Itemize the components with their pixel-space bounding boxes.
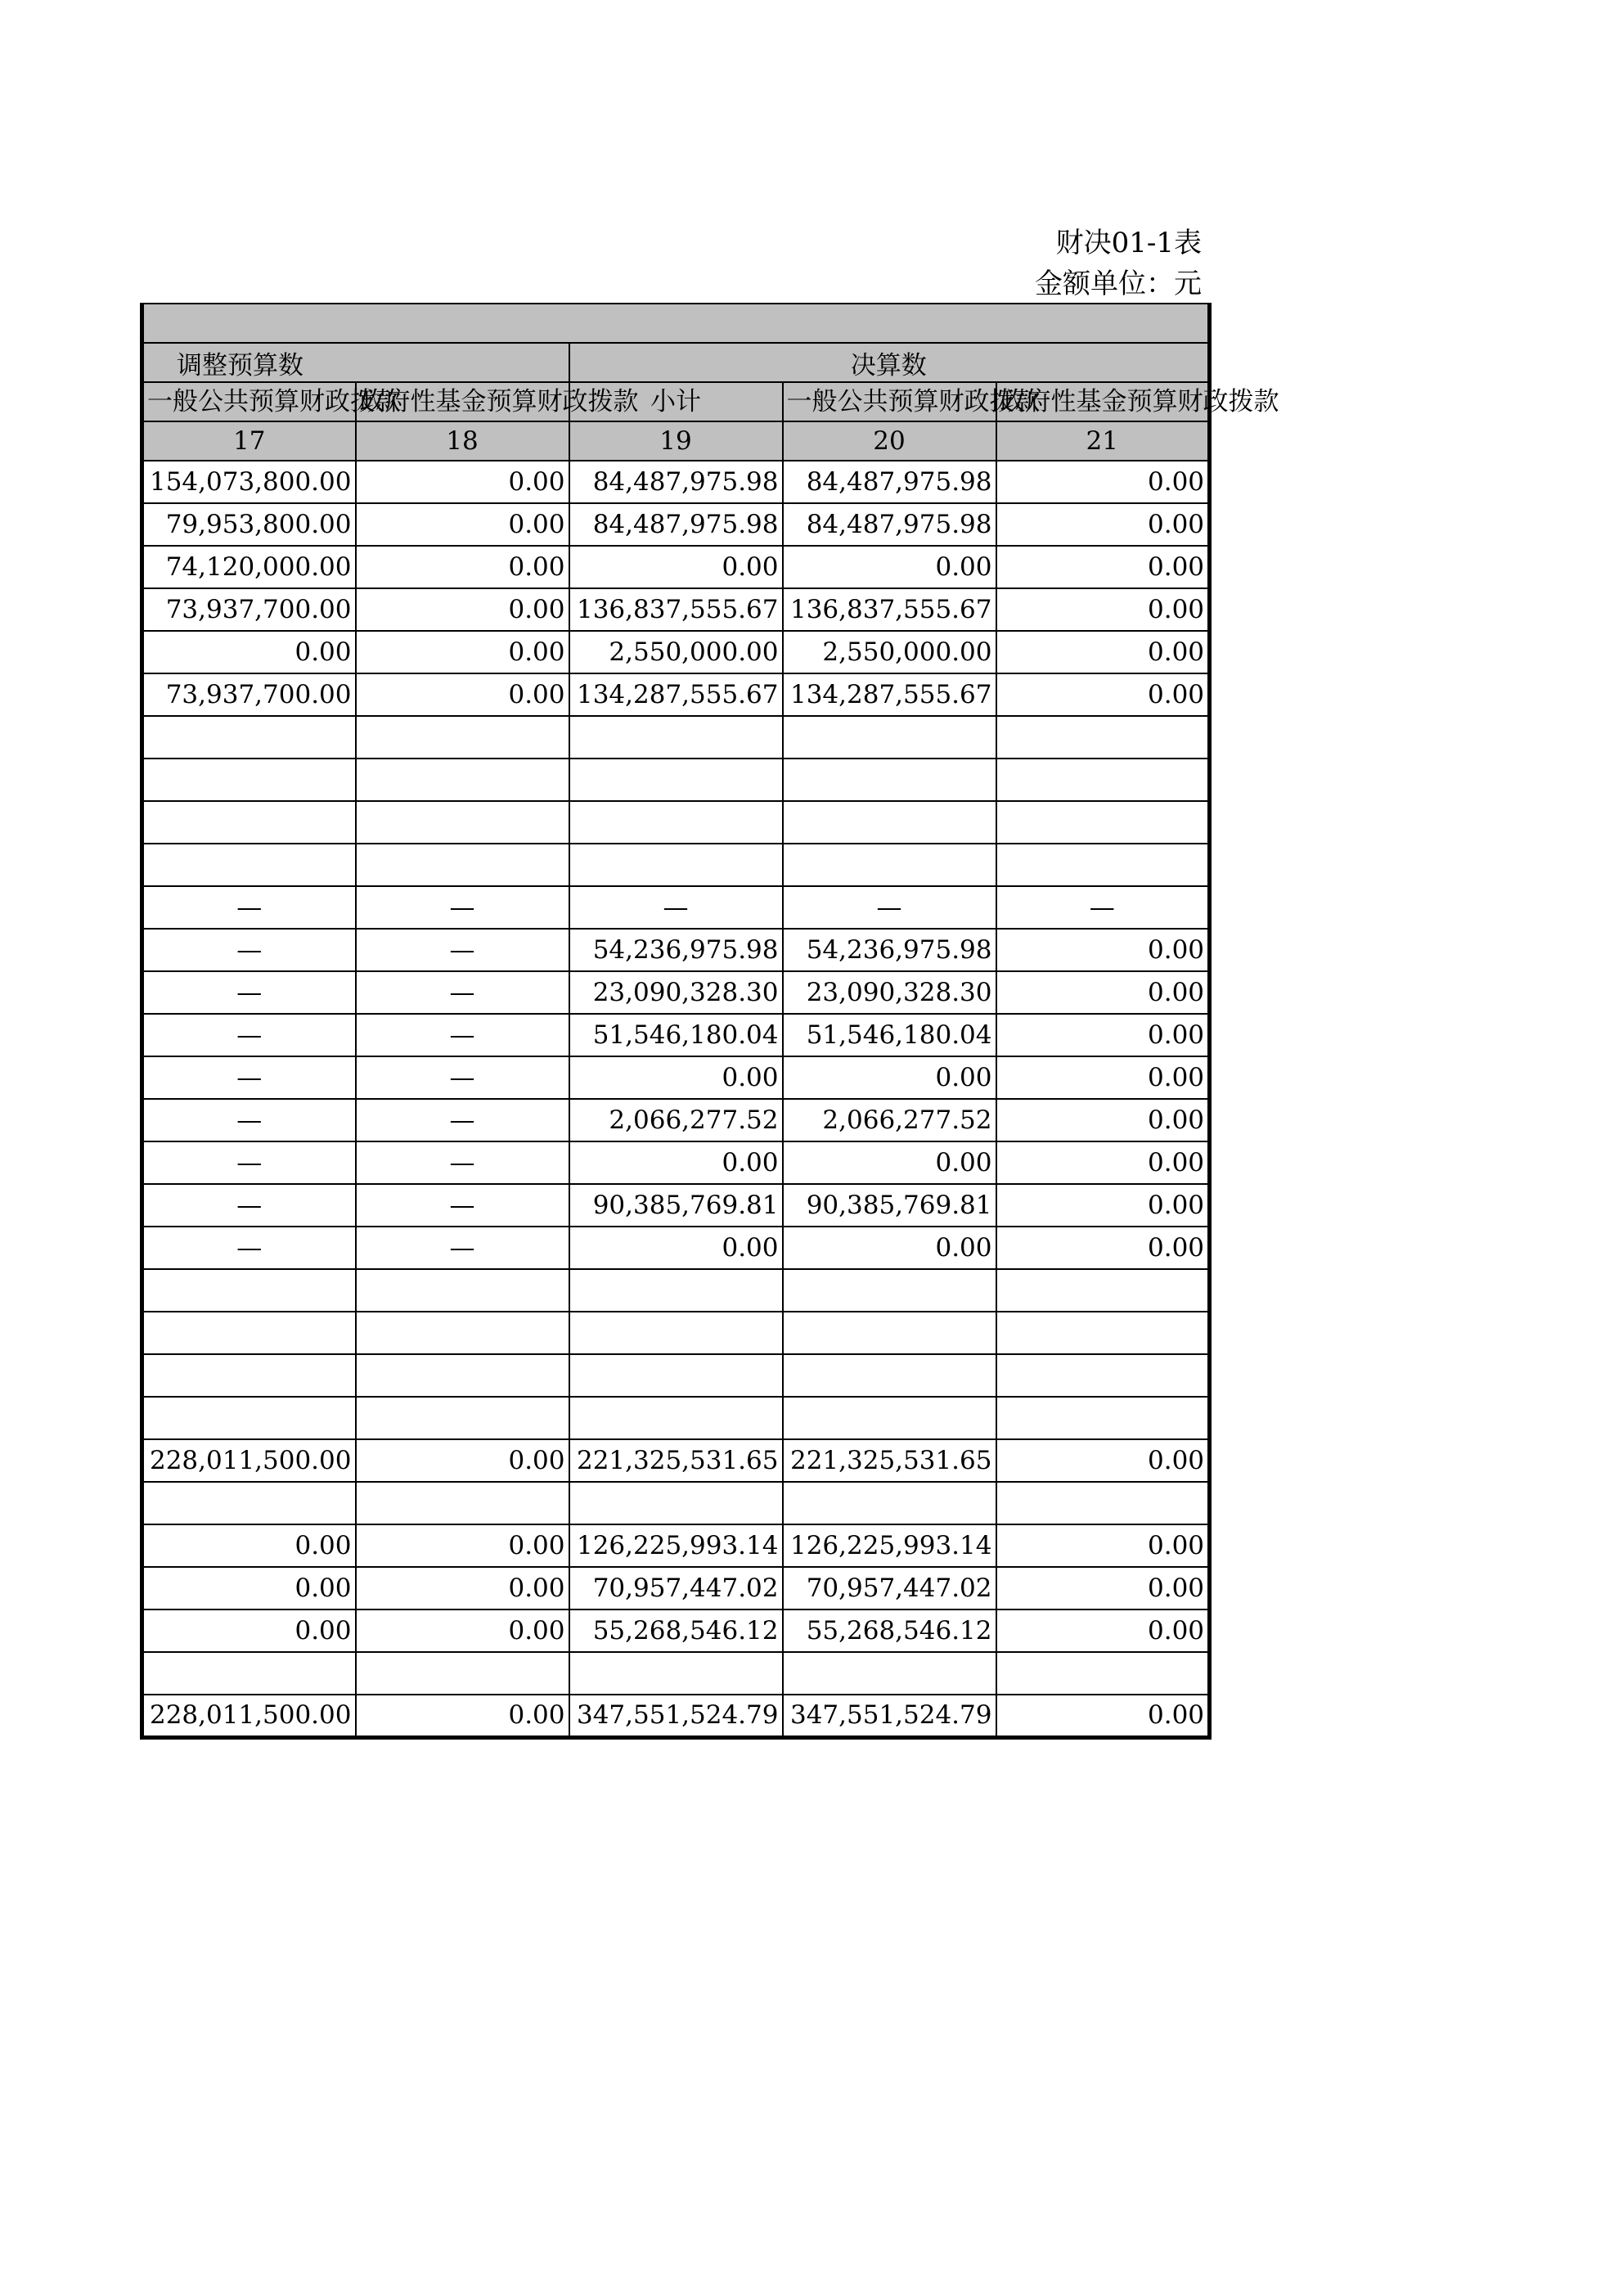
table-row <box>142 1397 1210 1439</box>
column-header: 小计 <box>569 382 783 421</box>
table-row <box>142 1482 1210 1524</box>
table-cell: — <box>356 1184 569 1227</box>
table-cell: — <box>356 1099 569 1141</box>
table-cell: 84,487,975.98 <box>569 503 783 546</box>
table-cell: 55,268,546.12 <box>783 1609 996 1652</box>
column-header: 一般公共预算财政拨款 <box>783 382 996 421</box>
table-cell: — <box>356 1141 569 1184</box>
table-cell <box>142 1652 356 1695</box>
group-final-accounts: 决算数 <box>569 343 1210 382</box>
table-cell <box>569 1652 783 1695</box>
table-cell: 0.00 <box>142 1524 356 1567</box>
table-cell: 0.00 <box>356 1524 569 1567</box>
table-cell: 0.00 <box>356 673 569 716</box>
table-cell: 0.00 <box>142 1567 356 1609</box>
column-index-row <box>142 421 1210 461</box>
table-cell: 0.00 <box>996 1567 1210 1609</box>
table-cell: — <box>783 886 996 929</box>
table-cell: 0.00 <box>356 503 569 546</box>
group-adjusted-budget: 调整预算数 <box>142 343 569 382</box>
table-cell: — <box>142 1056 356 1099</box>
table-cell: 73,937,700.00 <box>142 588 356 631</box>
table-cell: 0.00 <box>569 1227 783 1269</box>
table-cell <box>996 801 1210 844</box>
table-cell: 0.00 <box>356 1695 569 1737</box>
table-cell: 0.00 <box>996 971 1210 1014</box>
table-cell <box>142 759 356 801</box>
table-row <box>142 1227 1210 1269</box>
title-band-cell <box>142 304 1210 343</box>
table-cell: 0.00 <box>996 546 1210 588</box>
column-index: 20 <box>783 421 996 461</box>
column-header: 一般公共预算财政拨款 <box>142 382 356 421</box>
table-cell: 84,487,975.98 <box>783 461 996 503</box>
table-cell: — <box>142 971 356 1014</box>
table-cell <box>996 1652 1210 1695</box>
table-cell: 55,268,546.12 <box>569 1609 783 1652</box>
table-cell: 0.00 <box>996 1099 1210 1141</box>
table-cell: 0.00 <box>356 631 569 673</box>
table-cell: 0.00 <box>142 631 356 673</box>
group-header-row <box>142 343 1210 382</box>
table-cell: — <box>142 1141 356 1184</box>
table-cell <box>142 716 356 759</box>
table-cell <box>356 716 569 759</box>
table-cell: — <box>142 886 356 929</box>
table-cell <box>569 1482 783 1524</box>
table-cell: — <box>569 886 783 929</box>
table-cell: 0.00 <box>356 1439 569 1482</box>
column-header: 政府性基金预算财政拨款 <box>996 382 1210 421</box>
table-row <box>142 1269 1210 1312</box>
table-row <box>142 1184 1210 1227</box>
table-cell <box>996 844 1210 886</box>
table-cell <box>569 1269 783 1312</box>
table-cell: 0.00 <box>996 461 1210 503</box>
table-cell: 0.00 <box>356 1609 569 1652</box>
table-cell: 2,066,277.52 <box>783 1099 996 1141</box>
table-cell: 2,550,000.00 <box>783 631 996 673</box>
table-cell: — <box>142 1099 356 1141</box>
table-cell: 70,957,447.02 <box>783 1567 996 1609</box>
title-band-row <box>142 304 1210 343</box>
table-row <box>142 588 1210 631</box>
table-row <box>142 461 1210 503</box>
table-cell: 23,090,328.30 <box>783 971 996 1014</box>
table-row <box>142 801 1210 844</box>
table-cell: 0.00 <box>356 461 569 503</box>
table-row <box>142 1099 1210 1141</box>
table-cell: 154,073,800.00 <box>142 461 356 503</box>
table-cell: 54,236,975.98 <box>569 929 783 971</box>
table-cell: 2,550,000.00 <box>569 631 783 673</box>
table-cell <box>142 844 356 886</box>
column-index: 17 <box>142 421 356 461</box>
column-header: 政府性基金预算财政拨款 <box>356 382 569 421</box>
table-cell: 0.00 <box>783 1141 996 1184</box>
table-cell: 0.00 <box>996 1184 1210 1227</box>
table-row <box>142 929 1210 971</box>
table-cell: 0.00 <box>996 1439 1210 1482</box>
table-cell: 0.00 <box>996 631 1210 673</box>
table-cell: 0.00 <box>996 503 1210 546</box>
table-row <box>142 1312 1210 1354</box>
table-cell: 136,837,555.67 <box>783 588 996 631</box>
table-cell <box>783 1482 996 1524</box>
table-cell <box>356 1482 569 1524</box>
table-cell: — <box>142 1227 356 1269</box>
table-cell <box>142 1354 356 1397</box>
table-cell: — <box>356 1227 569 1269</box>
table-cell: 126,225,993.14 <box>569 1524 783 1567</box>
table-cell <box>996 1482 1210 1524</box>
table-cell: — <box>356 886 569 929</box>
table-cell: — <box>996 886 1210 929</box>
table-cell <box>783 759 996 801</box>
table-row <box>142 886 1210 929</box>
table-cell: 0.00 <box>783 546 996 588</box>
table-cell: 0.00 <box>996 1014 1210 1056</box>
table-row <box>142 759 1210 801</box>
table-cell: 228,011,500.00 <box>142 1695 356 1737</box>
table-cell: 0.00 <box>996 1695 1210 1737</box>
table-row <box>142 1141 1210 1184</box>
table-row <box>142 546 1210 588</box>
table-cell <box>356 1312 569 1354</box>
table-cell: 2,066,277.52 <box>569 1099 783 1141</box>
form-code: 财决01-1表 <box>1055 227 1202 259</box>
table-cell: 84,487,975.98 <box>783 503 996 546</box>
table-cell <box>142 1482 356 1524</box>
table-cell <box>569 716 783 759</box>
table-cell: 84,487,975.98 <box>569 461 783 503</box>
table-cell: 0.00 <box>996 929 1210 971</box>
column-index: 19 <box>569 421 783 461</box>
table-row <box>142 1354 1210 1397</box>
table-cell: 347,551,524.79 <box>569 1695 783 1737</box>
table-cell: 23,090,328.30 <box>569 971 783 1014</box>
table-row <box>142 716 1210 759</box>
table-cell: 0.00 <box>996 1227 1210 1269</box>
table-cell <box>356 844 569 886</box>
table-cell: 0.00 <box>356 588 569 631</box>
table-cell: — <box>356 1014 569 1056</box>
table-cell: 70,957,447.02 <box>569 1567 783 1609</box>
table-cell: 0.00 <box>996 1609 1210 1652</box>
table-cell <box>356 1652 569 1695</box>
table-cell: 0.00 <box>569 1056 783 1099</box>
table-row <box>142 844 1210 886</box>
table-cell: 0.00 <box>996 673 1210 716</box>
table-cell: 221,325,531.65 <box>783 1439 996 1482</box>
table-row <box>142 1567 1210 1609</box>
table-cell <box>142 801 356 844</box>
table-row <box>142 1014 1210 1056</box>
table-cell <box>569 1397 783 1439</box>
table-cell <box>996 716 1210 759</box>
table-row <box>142 1609 1210 1652</box>
amount-unit: 金额单位：元 <box>1035 268 1202 300</box>
table-cell: — <box>356 1056 569 1099</box>
table-cell <box>142 1312 356 1354</box>
table-cell: 0.00 <box>356 546 569 588</box>
table-cell: 126,225,993.14 <box>783 1524 996 1567</box>
table-cell <box>783 1397 996 1439</box>
table-row <box>142 971 1210 1014</box>
table-cell <box>783 1652 996 1695</box>
table-cell: — <box>356 971 569 1014</box>
table-cell <box>569 759 783 801</box>
table-cell: 134,287,555.67 <box>569 673 783 716</box>
table-row <box>142 503 1210 546</box>
table-cell: 0.00 <box>569 546 783 588</box>
table-row <box>142 1439 1210 1482</box>
table-cell: 0.00 <box>569 1141 783 1184</box>
table-row <box>142 631 1210 673</box>
table-cell: 51,546,180.04 <box>783 1014 996 1056</box>
table-cell <box>783 1269 996 1312</box>
table-row <box>142 1652 1210 1695</box>
table-cell: 0.00 <box>996 1141 1210 1184</box>
table-cell: — <box>142 929 356 971</box>
table-cell <box>783 716 996 759</box>
column-header-row <box>142 382 1210 421</box>
table-cell <box>569 844 783 886</box>
table-cell: 228,011,500.00 <box>142 1439 356 1482</box>
table-cell: 134,287,555.67 <box>783 673 996 716</box>
table-cell <box>996 1397 1210 1439</box>
table-cell: 0.00 <box>783 1056 996 1099</box>
table-cell: 136,837,555.67 <box>569 588 783 631</box>
table-row <box>142 1695 1210 1737</box>
table-cell <box>783 1354 996 1397</box>
table-cell <box>996 1354 1210 1397</box>
table-cell <box>356 1354 569 1397</box>
column-index: 21 <box>996 421 1210 461</box>
table-cell <box>996 1269 1210 1312</box>
table-row <box>142 1524 1210 1567</box>
table-cell <box>356 759 569 801</box>
table-cell: 73,937,700.00 <box>142 673 356 716</box>
table-cell: — <box>142 1184 356 1227</box>
table-cell <box>783 1312 996 1354</box>
table-cell: 51,546,180.04 <box>569 1014 783 1056</box>
final-accounts-table <box>140 303 1279 1740</box>
table-cell: 0.00 <box>996 588 1210 631</box>
table-cell <box>569 1312 783 1354</box>
column-index: 18 <box>356 421 569 461</box>
table-cell: 221,325,531.65 <box>569 1439 783 1482</box>
table-cell <box>996 759 1210 801</box>
table-cell: — <box>356 929 569 971</box>
table-cell: 0.00 <box>142 1609 356 1652</box>
table-cell: 347,551,524.79 <box>783 1695 996 1737</box>
table-cell: 79,953,800.00 <box>142 503 356 546</box>
table-cell: 90,385,769.81 <box>569 1184 783 1227</box>
table-cell: — <box>142 1014 356 1056</box>
table-cell <box>569 801 783 844</box>
table-cell <box>569 1354 783 1397</box>
table-cell <box>996 1312 1210 1354</box>
table-cell <box>142 1269 356 1312</box>
table-cell: 54,236,975.98 <box>783 929 996 971</box>
table-cell <box>783 844 996 886</box>
table-cell <box>356 1269 569 1312</box>
table-cell <box>783 801 996 844</box>
table-cell <box>356 1397 569 1439</box>
table-cell: 90,385,769.81 <box>783 1184 996 1227</box>
table-row <box>142 1056 1210 1099</box>
table-cell: 74,120,000.00 <box>142 546 356 588</box>
table-cell <box>142 1397 356 1439</box>
table-cell: 0.00 <box>356 1567 569 1609</box>
table-cell: 0.00 <box>996 1056 1210 1099</box>
table-cell <box>356 801 569 844</box>
table-cell: 0.00 <box>996 1524 1210 1567</box>
table-row <box>142 673 1210 716</box>
table-cell: 0.00 <box>783 1227 996 1269</box>
